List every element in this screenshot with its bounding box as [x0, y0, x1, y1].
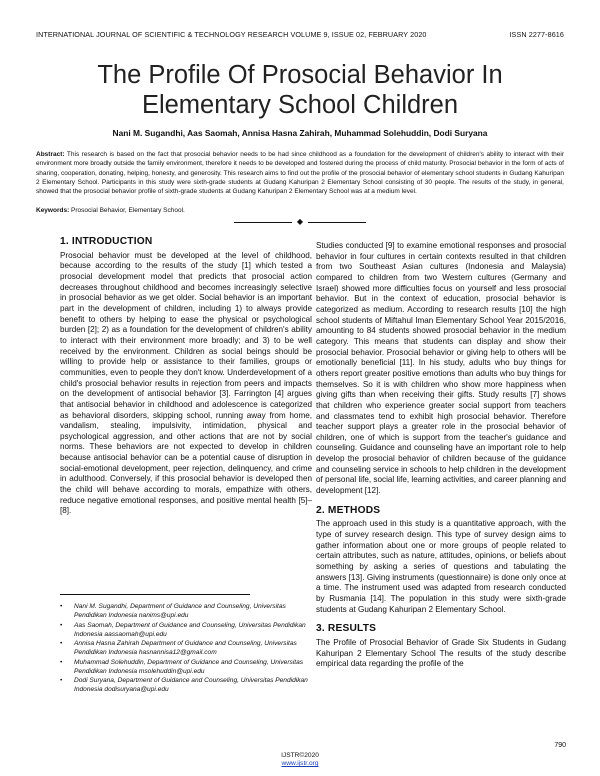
paper-title: The Profile Of Prosocial Behavior In Elementary School Children — [97, 61, 503, 119]
affiliation-text: Nani M. Sugandhi, Department of Guidance and Counseling, Universitas Pendidikan Indonesia nanims@upi.edu — [74, 603, 286, 620]
introduction-text: Prosocial behavior must be developed at the level of childhood, because according to the results of the study [1] which tested a prosocial development model that predicts that prosocial action decreases throughout childhood and becomes increasingly selective in prosocial behavior as we get older. Social behavior is an important part in the development of children, including 1) to always provide benefit to others by helping to ease the physical or psychological burden [2]; 2) as a foundation for the development of children's ability to interact with their environment more broadly; and 3) to be well received by the environment. Children as social beings should be willing to provide help or assistance to their families, groups or communities, even to people they don't know. Underdevelopment of a child's prosocial behavior results in rejection from peers and impacts on the development of antisocial behavior [3]. Farrington [4] argues that antisocial behavior in childhood and adolescence is categorized as behavioral disorders, skipping school, running away from home, vandalism, stealing, impulsivity, intimidation, physical and psychological aggression, and other actions that are not by social norms. These behaviors are not expected to develop in children because antisocial behavior can be a potential cause of disruption in social-emotional development, peer rejection, delinquency, and crime in adulthood. Conversely, if this prosocial behavior is developed then the child will behave according to morals, empathize with others, reduce negative emotional responses, and positive mental health [5]–[8]. — [60, 250, 312, 516]
affiliation-item — [60, 676, 312, 694]
page-footer — [0, 752, 600, 768]
author-affiliations — [60, 602, 312, 695]
methods-heading: 2. METHODS — [316, 504, 381, 516]
results-heading: 3. RESULTS — [316, 623, 377, 635]
bullet-icon: • — [60, 677, 63, 685]
keywords-label: Keywords: — [36, 207, 70, 214]
bullet-icon: • — [60, 658, 63, 666]
affiliation-text: Dodi Suryana, Department of Guidance and Counseling, Universitas Pendidikan Indonesia dodisuryana@upi.edu — [74, 677, 308, 694]
affiliation-item — [60, 621, 312, 639]
copyright-code: IJSTR©2020 — [281, 752, 319, 759]
affiliation-text: Annisa Hasna Zahirah Department of Guidance and Counseling, Universitas Pendidikan Indonesia hasnannisa12@gmail.com — [74, 640, 297, 657]
abstract — [36, 150, 564, 196]
keywords-text: Prosocial Behavior, Elementary School. — [69, 207, 185, 214]
abstract-text: This research is based on the fact that prosocial behavior needs to be had since childhood as a foundation for the development of children's ability to interact with their environment more broadly outside the family environment, therefore it needs to be developed and fostered during the process of child maturity. Prosocial behavior in the form of acts of sharing, cooperation, donating, helping, honesty, and generosity. This research aims to find out the profile of the prosocial behavior of elementary school students in Gudang Kahuripan 2 Elementary School. Participants in this study were sixth-grade students at Gudang Kahuripan 2 Elementary School consisting of 30 people. The results of the study, in general, showed that the prosocial behavior profile of sixth-grade students at Gudang Kahuripan 2 Elementary School was at a medium level. — [36, 151, 564, 196]
journal-name: INTERNATIONAL JOURNAL OF SCIENTIFIC & TECHNOLOGY RESEARCH VOLUME 9, ISSUE 02, FEBRUARY 2020 — [36, 30, 427, 39]
keywords — [36, 207, 564, 214]
right-column — [316, 241, 566, 670]
introduction-heading: 1. INTRODUCTION — [60, 236, 153, 247]
bullet-icon: • — [60, 621, 63, 629]
affiliation-text: Muhammad Solehuddin, Department of Guidance and Counseling, Universitas Pendidikan Indonesia msolehuddin@upi.edu — [74, 658, 304, 675]
divider-line-right — [308, 222, 366, 223]
bullet-icon: • — [60, 640, 63, 648]
journal-url-link[interactable]: www.ijstr.org — [281, 760, 319, 767]
page-number: 790 — [554, 742, 566, 749]
abstract-label: Abstract: — [36, 151, 65, 158]
methods-text: The approach used in this study is a quantitative approach, with the type of survey research design. This type of survey design aims to gather information about one or more groups of people related to certain attributes, such as nature, attitudes, opinions, or beliefs about something by asking a series of questions and tabulating the answers [13]. Giving instruments (questionnaire) is done only once at a time. The instrument used was adapted from research conducted by Rusmania [14]. The population in this study were sixth-grade students at Gudang Kahuripan 2 Elementary School. — [316, 519, 566, 614]
diamond-icon: ◆ — [296, 217, 304, 226]
introduction-continued-text: Studies conducted [9] to examine emotional responses and prosocial behavior in four cultures in certain contexts resulted in that children from two Southeast Asian cultures (Indonesia and Malaysia) compared to children from two Western cultures (Germany and Israel) showed more difficulties focus on yourself and less prosocial behavior. But in the context of education, prosocial behavior is categorized as medium. According to research results [10] the high school students of Miftahul Iman Elementary School Year 2015/2016, amounting to 84 students showed prosocial behavior in the medium category. This means that students can display and show their prosocial behavior. Prosocial behavior or giving help to others will be emotionally beneficial [11]. In his study, adults who buy things for others report greater positive emotions than adults who buy things for themselves. So it is with children who show more happiness when giving gifts than when receiving their gifts. Study results [7] shows that children who experience greater social support from teachers and classmates tend to exhibit high prosocial behavior. Therefore teacher support plays a greater role in the prosocial behavior of children, one of which is support from the teacher's guidance and counseling. Guidance and counseling have an important role to help develop the prosocial behavior of children because of the guidance and counseling service in schools to help children in the development of personal life, social life, learning activities, and career planning and development [12]. — [316, 241, 566, 496]
author-list: Nani M. Sugandhi, Aas Saomah, Annisa Hasna Zahirah, Muhammad Solehuddin, Dodi Suryana — [112, 128, 488, 138]
issn: ISSN 2277-8616 — [509, 30, 564, 39]
left-column — [60, 237, 312, 517]
bullet-icon: • — [60, 603, 63, 610]
results-text: The Profile of Prosocial Behavior of Grade Six Students in Gudang Kahuripan 2 Elementary School The results of the study describe empirical data regarding the profile of the — [316, 637, 566, 669]
divider-line-left — [234, 222, 292, 223]
footnote-rule — [60, 594, 250, 595]
affiliation-item — [60, 639, 312, 657]
affiliation-item — [60, 658, 312, 676]
section-divider — [0, 217, 600, 227]
affiliation-text: Aas Saomah, Department of Guidance and Counseling, Universitas Pendidikan Indonesia aassaomah@upi.edu — [74, 621, 306, 638]
affiliation-item — [60, 602, 312, 620]
